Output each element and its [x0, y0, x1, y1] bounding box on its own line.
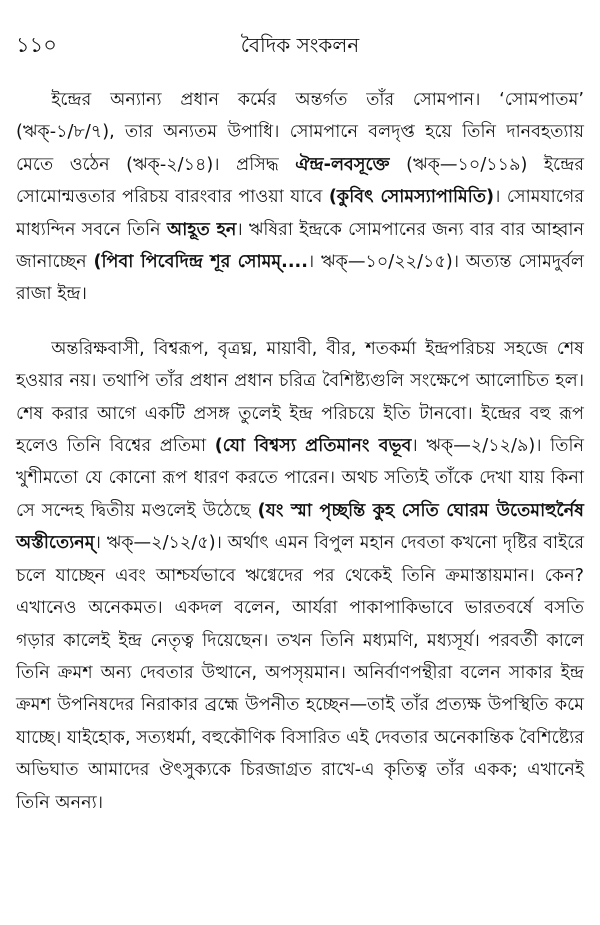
text-run: । সোমযাগের মাধ্যন্দিন সবনে তিনি	[16, 187, 584, 240]
bold-quotation: (যং স্মা পৃচ্ছন্তি কুহ সেতি ঘোরম উতেমাহুর্নৈষ অস্তীত্যেনম্	[16, 500, 584, 554]
bold-quotation: (পিবা পিবেদিন্দ্র শূর সোমম্....	[93, 252, 308, 273]
body-text	[16, 84, 584, 819]
text-run: । ঋষিরা ইন্দ্রকে সোমপানের জন্য বার বার আহ্বান জানাচ্ছেন	[16, 219, 584, 273]
running-head	[16, 30, 584, 70]
text-run: ইন্দ্রের অন্যান্য প্রধান কর্মের অন্তর্গত তাঁর সোমপান। ‘সোমপাতম’ (ঋক্-১/৮/৭), তার অন্যতম উপাধি। সোমপানে বলদৃপ্ত হয়ে তিনি দানবহত্যায় মেতে ওঠেন (ঋক্-২/১৪)। প্রসিদ্ধ	[16, 90, 584, 175]
paragraph-soma-drinking	[16, 84, 584, 311]
text-run: (ঋক্—১০/১১৯) ইন্দ্রের সোমোন্মত্ততার পরিচয় বারংবার পাওয়া যাবে	[16, 154, 585, 208]
text-run: । ঋক্—২/১২/৯)। তিনি খুশীমতো যে কোনো রূপ ধারণ করতে পারেন। অথচ সত্যিই তাঁকে দেখা যায় কিনা সে সন্দেহ দ্বিতীয় মণ্ডলেই উঠেছে	[16, 436, 585, 521]
paragraph-indra-forms	[16, 333, 584, 819]
bold-quotation: ঐন্দ্র-লবসূক্তে	[295, 154, 390, 175]
text-run: । ঋক্—১০/২২/১৫)। অত্যন্ত সোমদুর্বল রাজা ইন্দ্র।	[16, 252, 585, 305]
bold-quotation: (যো বিশ্বস্য প্রতিমানং বভূব	[214, 436, 412, 457]
bold-quotation: আহূত হন	[166, 219, 237, 240]
text-run: । ঋক্—২/১২/৫)। অর্থাৎ এমন বিপুল মহান দেবতা কখনো দৃষ্টির বাইরে চলে যাচ্ছেন এবং আশ্চর্যভাবে ঋগ্বেদের পর থেকেই তিনি ক্রমাস্তায়মান। কেন? এখানেও অনেকমত। একদল বলেন, আর্যরা পাকাপাকিভাবে ভারতবর্ষে বসতি গড়ার কালেই ইন্দ্র নেতৃত্ব দিয়েছেন। তখন তিনি মধ্যমণি, মধ্যসূর্য। পরবর্তী কালে তিনি ক্রমশ অন্য দেবতার উত্থানে, অপসৃয়মান। অনির্বাণপন্থীরা বলেন সাকার ইন্দ্র ক্রমশ উপনিষদের নিরাকার ব্রহ্মে উপনীত হচ্ছেন—তাই তাঁর প্রত্যক্ষ উপস্থিতি কমে যাচ্ছে। যাইহোক, সত্যধর্মা, বহুকৌণিক বিসারিত এই দেবতার অনেকান্তিক বৈশিষ্ট্যের অভিঘাত আমাদের ঔৎসুক্যকে চিরজাগ্রত রাখে-এ কৃতিত্ব তাঁর একক; এখানেই তিনি অনন্য।	[16, 533, 584, 813]
bold-quotation: (কুবিৎ সোমস্যাপামিতি)	[328, 187, 495, 208]
page-number: ১১০	[16, 33, 57, 57]
text-run: অন্তরিক্ষবাসী, বিশ্বরূপ, বৃত্রঘ্ন, মায়াবী, বীর, শতকর্মা ইন্দ্রপরিচয় সহজে শেষ হওয়ার নয়। তথাপি তাঁর প্রধান প্রধান চরিত্র বৈশিষ্ট্যগুলি সংক্ষেপে আলোচিত হল। শেষ করার আগে একটি প্রসঙ্গ তুলেই ইন্দ্র পরিচয়ে ইতি টানবো। ইন্দ্রের বহু রূপ হলেও তিনি বিশ্বের প্রতিমা	[16, 338, 584, 457]
book-title: বৈদিক সংকলন	[240, 33, 360, 57]
